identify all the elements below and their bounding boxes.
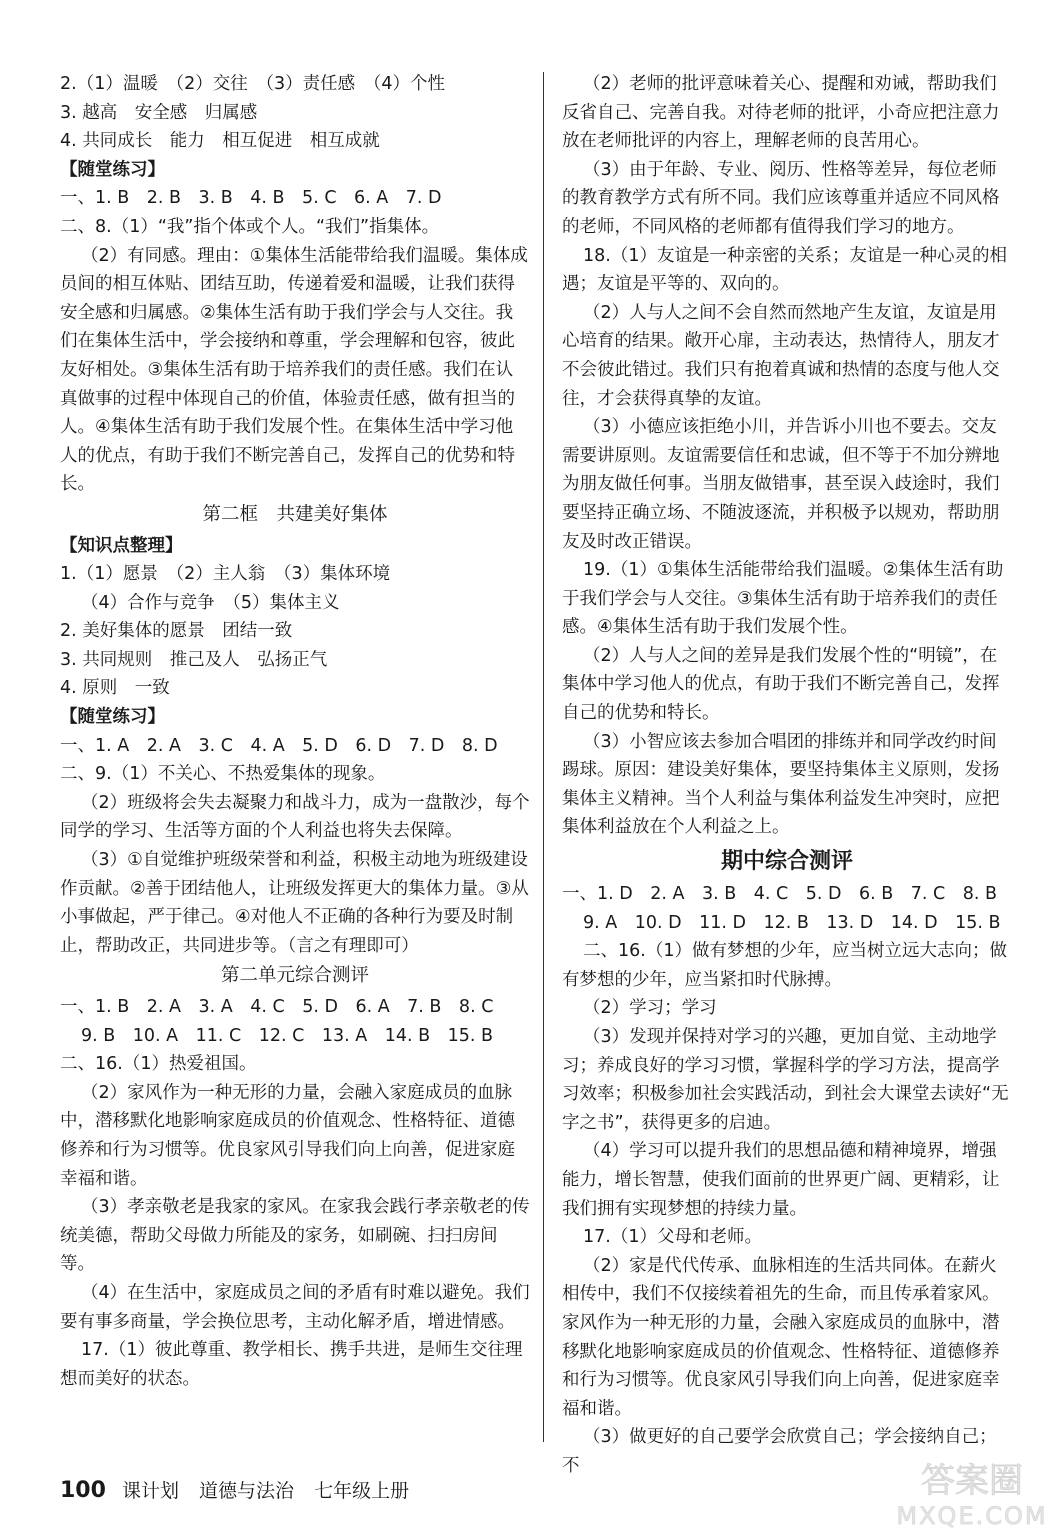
- answer-line: 4. 原则 一致: [60, 678, 170, 699]
- answer-line: 2.（1）温暖 （2）交往 （3）责任感 （4）个性: [60, 74, 445, 94]
- answer-line: 二、8.（1）“我”指个体或个人。“我们”指集体。: [60, 216, 440, 237]
- answer-line: （2）学习；学习: [583, 998, 717, 1019]
- answer-paragraph: 17.（1）彼此尊重、教学相长、携手共进，是师生交往理想而美好的状态。: [60, 1340, 523, 1389]
- answer-paragraph: （3）小智应该去参加合唱团的排练并和同学改约时间踢球。原因：建设美好集体，要坚持集体主义原则，发扬集体主义精神。当个人利益与集体利益发生冲突时，应把集体利益放在个人利益之上。: [562, 731, 1000, 838]
- answer-paragraph: （2）家是代代传承、血脉相连的生活共同体。在薪火相传中，我们不仅接续着祖先的生命，而且传承着家风。家风作为一种无形的力量，会融入家庭成员的血脉中，潜移默化地影响家庭成员的价值观念、性格特征、道德修养和行为习惯等。优良家风引导我们向上向善，促进家庭幸福和谐。: [562, 1255, 1000, 1419]
- answer-line: 3. 共同规则 推己及人 弘扬正气: [60, 649, 328, 670]
- watermark-logo: [892, 1452, 1052, 1532]
- answer-line: 二、16.（1）热爱祖国。: [60, 1054, 257, 1075]
- series-name: 课计划: [121, 1480, 179, 1502]
- page-footer: [60, 1476, 423, 1503]
- answer-line: 一、1. A 2. A 3. C 4. A 5. D 6. D 7. D 8. D: [60, 735, 498, 756]
- column-divider: [543, 72, 544, 1442]
- answer-paragraph: （3）孝亲敬老是我家的家风。在家我会践行孝亲敬老的传统美德，帮助父母做力所能及的家务，如刷碗、扫扫房间等。: [60, 1197, 530, 1275]
- answer-paragraph: （2）班级将会失去凝聚力和战斗力，成为一盘散沙，每个同学的学习、生活等方面的个人利益也将失去保障。: [60, 792, 530, 842]
- answer-line: 9. B 10. A 11. C 12. C 13. A 14. B 15. B: [81, 1025, 494, 1046]
- subject-name: 道德与法治: [199, 1480, 295, 1502]
- answer-line: 4. 共同成长 能力 相互促进 相互成就: [60, 131, 380, 152]
- svg-text:答案圈: 答案圈: [921, 1461, 1023, 1501]
- grade-name: 七年级上册: [314, 1480, 410, 1502]
- section-label: 【随堂练习】: [60, 159, 165, 180]
- section-heading: 第二单元综合测评: [220, 965, 369, 987]
- answer-line: （4）合作与竞争 （5）集体主义: [81, 592, 340, 613]
- answer-paragraph: （2）有同感。理由：①集体生活能带给我们温暖。集体成员间的相互体贴、团结互助，传递着爱和温暖，让我们获得安全感和归属感。②集体生活有助于我们学会与人交往。我们在集体生活中，学会接纳和尊重，学会理解和包容，彼此友好相处。③集体生活有助于培养我们的责任感。我们在认真做事的过程中体现自己的价值，体验责任感，做有担当的人。④集体生活有助于我们发展个性。在集体生活中学习他人的优点，有助于我们不断完善自己，发挥自己的优势和特长。: [60, 245, 528, 495]
- left-column: [60, 70, 530, 1393]
- answer-paragraph: 19.（1）①集体生活能带给我们温暖。②集体生活有助于我们学会与人交往。③集体生活有助于培养我们的责任感。④集体生活有助于我们发展个性。: [562, 560, 1004, 638]
- section-label: 【随堂练习】: [60, 707, 165, 728]
- answer-paragraph: （3）发现并保持对学习的兴趣，更加自觉、主动地学习；养成良好的学习习惯，掌握科学的学习方法，提高学习效率；积极参加社会实践活动，到社会大课堂去读好“无字之书”，获得更多的启迪。: [562, 1027, 1009, 1133]
- answer-line: 9. A 10. D 11. D 12. B 13. D 14. D 15. B: [583, 912, 1001, 933]
- answer-line: 一、1. B 2. A 3. A 4. C 5. D 6. A 7. B 8. C: [60, 997, 494, 1017]
- answer-line: 一、1. B 2. B 3. B 4. B 5. C 6. A 7. D: [60, 188, 442, 209]
- answer-paragraph: （2）人与人之间的差异是我们发展个性的“明镜”，在集体中学习他人的优点，有助于我们不断完善自己，发挥自己的优势和特长。: [562, 645, 1000, 724]
- section-heading: 期中综合测评: [720, 848, 853, 875]
- page-number: 100: [60, 1478, 106, 1503]
- section-label: 【知识点整理】: [60, 535, 183, 556]
- answer-paragraph: （3）由于年龄、专业、阅历、性格等差异，每位老师的教育教学方式有所不同。我们应该尊重并适应不同风格的老师，不同风格的老师都有值得我们学习的地方。: [562, 159, 1000, 237]
- answer-paragraph: （2）人与人之间不会自然而然地产生友谊，友谊是用心培育的结果。敞开心扉，主动表达，热情待人，朋友才不会彼此错过。我们只有抱着真诚和热情的态度与他人交往，才会获得真挚的友谊。: [562, 302, 1000, 409]
- answer-line: 3. 越高 安全感 归属感: [60, 102, 258, 123]
- answer-line: 二、9.（1）不关心、不热爱集体的现象。: [60, 764, 386, 785]
- right-column: [562, 70, 1012, 1481]
- answer-paragraph: （4）在生活中，家庭成员之间的矛盾有时难以避免。我们要有事多商量，学会换位思考，主动化解矛盾，增进情感。: [60, 1282, 530, 1332]
- svg-text:MXQE.COM: MXQE.COM: [896, 1502, 1048, 1530]
- answer-paragraph: （2）老师的批评意味着关心、提醒和劝诫，帮助我们反省自己、完善自我。对待老师的批评，小奇应把注意力放在老师批评的内容上，理解老师的良苦用心。: [562, 74, 1000, 152]
- answer-paragraph: 二、16.（1）做有梦想的少年，应当树立远大志向；做有梦想的少年，应当紧扣时代脉搏。: [562, 941, 1007, 990]
- answer-line: 17.（1）父母和老师。: [583, 1227, 762, 1248]
- answer-line: 一、1. D 2. A 3. B 4. C 5. D 6. B 7. C 8. B: [562, 884, 997, 905]
- answer-line: 2. 美好集体的愿景 团结一致: [60, 621, 293, 642]
- answer-paragraph: （3）①自觉维护班级荣誉和利益，积极主动地为班级建设作贡献。②善于团结他人，让班级发挥更大的集体力量。③从小事做起，严于律己。④对他人不正确的各种行为要及时制止，帮助改正，共同进步等。（言之有理即可）: [60, 850, 529, 956]
- answer-paragraph: （4）学习可以提升我们的思想品德和精神境界，增强能力，增长智慧，使我们面前的世界更广阔、更精彩，让我们拥有实现梦想的持续力量。: [562, 1141, 1000, 1219]
- answer-paragraph: （3）做更好的自己要学会欣赏自己；学会接纳自己；不: [562, 1427, 997, 1476]
- answer-paragraph: 18.（1）友谊是一种亲密的关系；友谊是一种心灵的相遇；友谊是平等的、双向的。: [562, 245, 1007, 295]
- section-heading: 第二框 共建美好集体: [202, 503, 388, 525]
- answer-line: 1.（1）愿景 （2）主人翁 （3）集体环境: [60, 564, 391, 585]
- answer-paragraph: （2）家风作为一种无形的力量，会融入家庭成员的血脉中，潜移默化地影响家庭成员的价值观念、性格特征、道德修养和行为习惯等。优良家风引导我们向上向善，促进家庭幸福和谐。: [60, 1082, 515, 1189]
- answer-paragraph: （3）小德应该拒绝小川，并告诉小川也不要去。交友需要讲原则。友谊需要信任和忠诚，但不等于不加分辨地为朋友做任何事。当朋友做错事，甚至误入歧途时，我们要坚持正确立场、不随波逐流，并积极予以规劝，帮助朋友及时改正错误。: [562, 417, 1000, 552]
